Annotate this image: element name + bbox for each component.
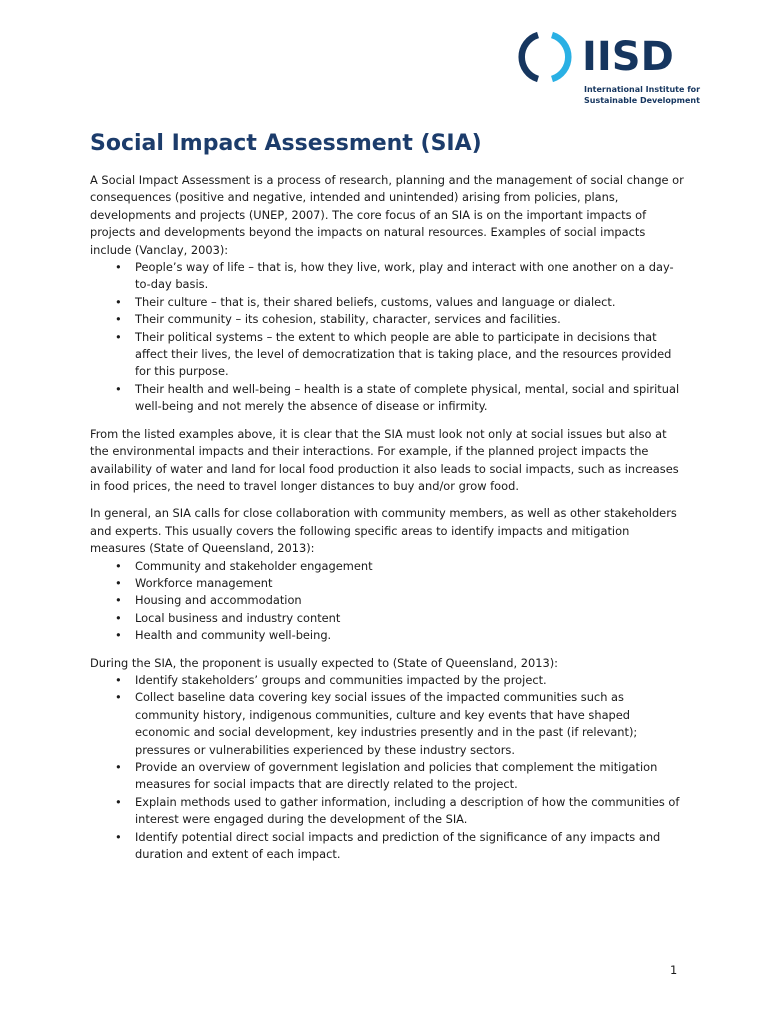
bullet-icon: • bbox=[115, 672, 122, 687]
list-item-text: Community and stakeholder engagement bbox=[135, 558, 373, 573]
logo-subtitle-line1: International Institute for bbox=[584, 85, 701, 94]
bullet-icon: • bbox=[115, 260, 122, 275]
bullet-icon: • bbox=[115, 593, 122, 608]
list-item-text: People’s way of life – that is, how they live, work, play and interact with one another on a day-to-day basis. bbox=[135, 260, 674, 292]
list-item-text: Housing and accommodation bbox=[135, 593, 302, 608]
bullet-list bbox=[90, 259, 686, 416]
list-item-text: Workforce management bbox=[135, 575, 273, 590]
list-item-text: Health and community well-being. bbox=[135, 628, 332, 643]
list-item bbox=[90, 329, 686, 381]
list-item-text: Collect baseline data covering key social issues of the impacted communities such as community history, indigenous communities, culture and key events that have shaped economic and social development, key industries presently and in the past (if relevant); pressures or vulnerabilities experienced by these industry sectors. bbox=[135, 690, 638, 757]
list-item-text: Their political systems – the extent to which people are able to participate in decisions that affect their lives, the level of democratization that is taking place, and the resources provided for this purpose. bbox=[135, 329, 672, 379]
list-item-text: Local business and industry content bbox=[135, 610, 341, 625]
list-item bbox=[90, 575, 686, 592]
logo-wordmark: IISD bbox=[582, 34, 674, 80]
body-paragraph: In general, an SIA calls for close collaboration with community members, as well as other stakeholders and experts. This usually covers the following specific areas to identify impacts and mitigation measures (State of Queensland, 2013): bbox=[90, 506, 677, 556]
list-item-text: Identify potential direct social impacts and prediction of the significance of any impacts and duration and extent of each impact. bbox=[135, 829, 661, 862]
body-paragraph: From the listed examples above, it is clear that the SIA must look not only at social issues but also at the environmental impacts and their interactions. For example, if the planned project impacts the availability of water and land for local food production it also leads to social impacts, such as increases in food prices, the need to travel longer distances to buy and/or grow food. bbox=[90, 426, 679, 493]
bullet-icon: • bbox=[115, 558, 122, 573]
bullet-icon: • bbox=[115, 381, 122, 396]
document-body bbox=[90, 172, 686, 863]
list-item-text: Provide an overview of government legislation and policies that complement the mitigation measures for social impacts that are directly related to the project. bbox=[135, 760, 658, 792]
iisd-logo bbox=[516, 28, 706, 108]
page-title: Social Impact Assessment (SIA) bbox=[90, 131, 482, 156]
list-item-text: Explain methods used to gather information, including a description of how the communities of interest were engaged during the development of the SIA. bbox=[135, 794, 680, 827]
body-paragraph: A Social Impact Assessment is a process of research, planning and the management of social change or consequences (positive and negative, intended and unintended) arising from policies, plans, developments and projects (UNEP, 2007). The core focus of an SIA is on the important impacts of projects and developments beyond the impacts on natural resources. Examples of social impacts include (Vanclay, 2003): bbox=[90, 173, 684, 257]
list-item bbox=[90, 610, 686, 627]
bullet-icon: • bbox=[115, 575, 122, 590]
bullet-icon: • bbox=[115, 690, 122, 705]
iisd-ring-icon bbox=[516, 28, 574, 86]
bullet-icon: • bbox=[115, 829, 122, 844]
list-item-text: Their community – its cohesion, stability, character, services and facilities. bbox=[135, 312, 561, 327]
bullet-icon: • bbox=[115, 628, 122, 643]
list-item bbox=[90, 759, 686, 794]
page-number: 1 bbox=[670, 963, 678, 977]
bullet-list bbox=[90, 558, 686, 645]
list-item bbox=[90, 558, 686, 575]
list-item bbox=[90, 592, 686, 609]
list-item-text: Their health and well-being – health is a state of complete physical, mental, social and spiritual well-being and not merely the absence of disease or infirmity. bbox=[135, 381, 680, 414]
list-item bbox=[90, 259, 686, 294]
list-item bbox=[90, 794, 686, 829]
logo-subtitle bbox=[584, 84, 714, 106]
bullet-icon: • bbox=[115, 610, 122, 625]
list-item-text: Identify stakeholders’ groups and communities impacted by the project. bbox=[135, 672, 547, 687]
logo-subtitle-line2: Sustainable Development bbox=[584, 96, 700, 105]
list-item bbox=[90, 381, 686, 416]
bullet-icon: • bbox=[115, 794, 122, 809]
list-item bbox=[90, 689, 686, 759]
body-paragraph: During the SIA, the proponent is usually expected to (State of Queensland, 2013): bbox=[90, 655, 558, 670]
list-item bbox=[90, 311, 686, 328]
list-item bbox=[90, 672, 686, 689]
list-item bbox=[90, 829, 686, 864]
list-item-text: Their culture – that is, their shared beliefs, customs, values and language or dialect. bbox=[135, 294, 616, 309]
list-item bbox=[90, 294, 686, 311]
list-item bbox=[90, 627, 686, 644]
bullet-icon: • bbox=[115, 329, 122, 344]
bullet-list bbox=[90, 672, 686, 863]
bullet-icon: • bbox=[115, 312, 122, 327]
bullet-icon: • bbox=[115, 294, 122, 309]
bullet-icon: • bbox=[115, 760, 122, 774]
